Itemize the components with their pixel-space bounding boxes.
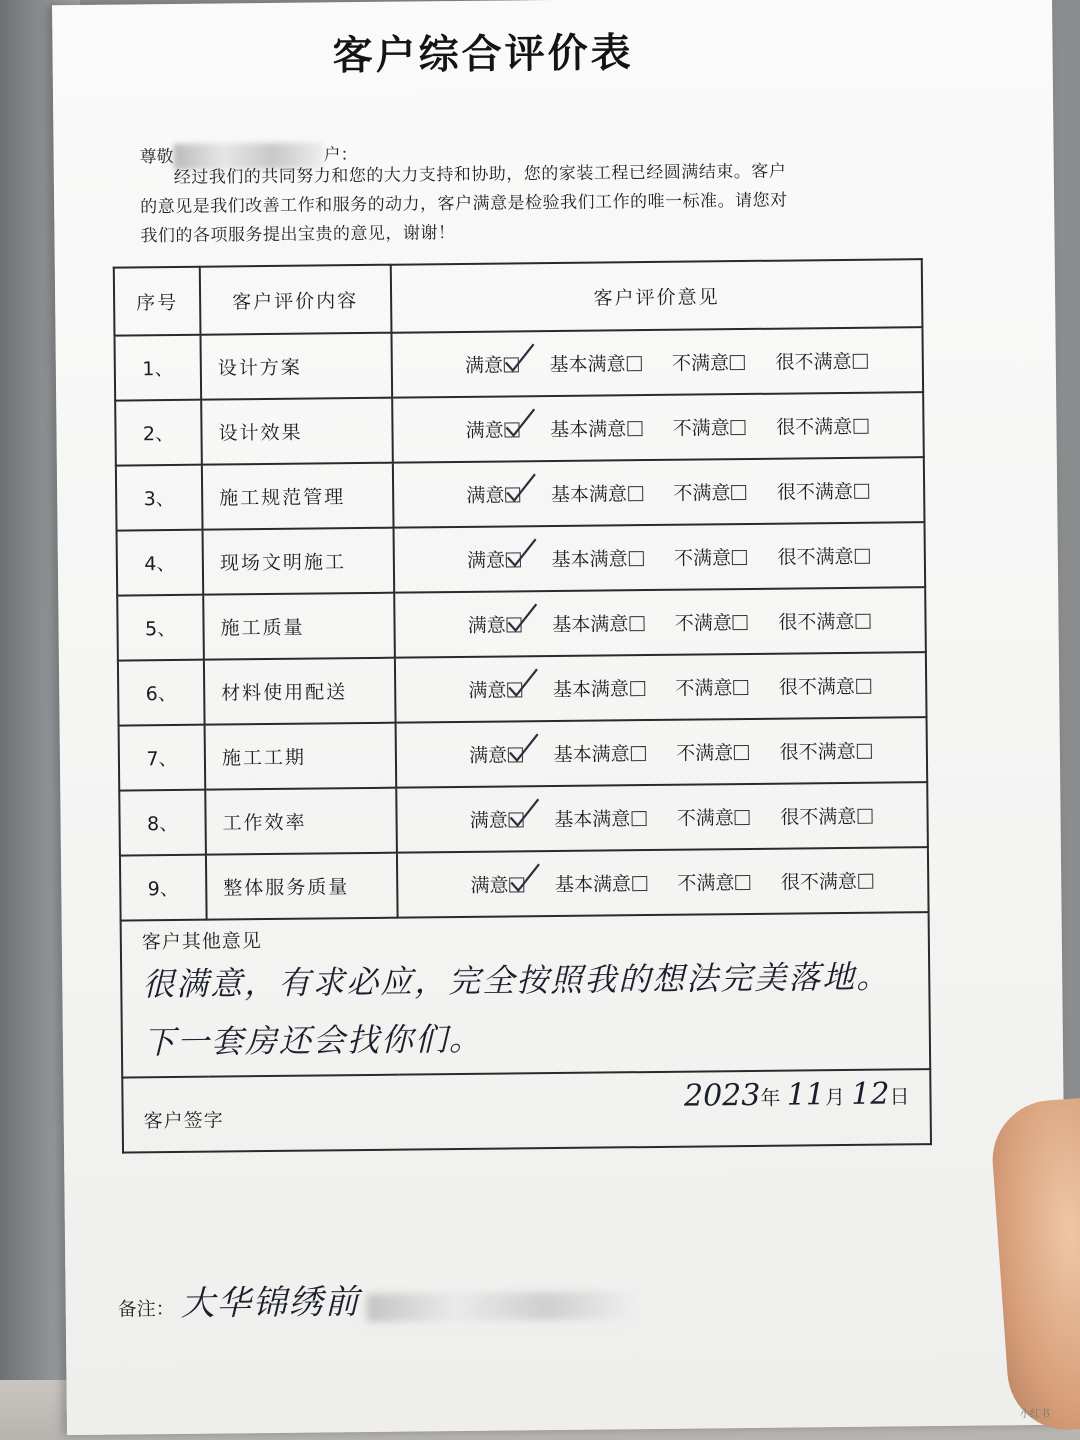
checkbox[interactable] [507, 617, 522, 632]
intro-paragraph [140, 156, 901, 251]
date-day-unit: 日 [889, 1084, 910, 1109]
table-row [119, 782, 928, 855]
rating-option-label: 满意 [465, 419, 504, 442]
signature-cell[interactable] [122, 1069, 931, 1152]
rating-option[interactable] [468, 610, 522, 638]
rating-option[interactable] [675, 673, 748, 701]
rating-option-label: 很不满意 [779, 740, 856, 764]
checkbox[interactable] [735, 875, 750, 890]
rating-option[interactable] [676, 738, 749, 766]
rating-option-label: 满意 [464, 354, 504, 377]
checkbox[interactable] [509, 877, 524, 892]
checkbox[interactable] [507, 682, 522, 697]
rating-option[interactable] [673, 413, 746, 441]
rating-option-label: 不满意 [671, 352, 730, 375]
checkmark-icon [507, 732, 541, 766]
row-opinion [396, 782, 928, 853]
remark-line [117, 1271, 637, 1325]
table-row [120, 847, 929, 920]
row-number: 8、 [119, 790, 206, 856]
row-item: 设计方案 [200, 333, 392, 400]
redacted-remark [367, 1291, 637, 1322]
rating-option-label: 很不满意 [776, 415, 853, 439]
checkbox[interactable] [631, 811, 646, 826]
rating-option-label: 很不满意 [780, 870, 858, 894]
rating-option[interactable] [677, 803, 750, 831]
rating-option-label: 基本满意 [552, 678, 630, 702]
checkbox[interactable] [509, 812, 524, 827]
header-item: 客户评价内容 [200, 265, 392, 335]
row-opinion [394, 522, 926, 593]
rating-option-label: 基本满意 [554, 808, 631, 832]
rating-option-label: 不满意 [672, 417, 730, 440]
rating-option[interactable] [468, 675, 522, 703]
rating-option-label: 基本满意 [551, 548, 628, 572]
rating-option-label: 满意 [470, 874, 509, 897]
checkbox[interactable] [855, 549, 870, 564]
rating-option-label: 满意 [466, 484, 505, 507]
signature-label: 客户签字 [143, 1109, 224, 1133]
rating-option-label: 不满意 [675, 677, 733, 700]
rating-option-label: 满意 [469, 809, 508, 832]
checkbox[interactable] [734, 745, 749, 760]
rating-option[interactable] [780, 802, 872, 830]
row-item: 整体服务质量 [206, 853, 398, 920]
checkbox[interactable] [855, 614, 870, 629]
rating-option-label: 满意 [467, 614, 506, 637]
remark-handwritten: 大华锦绣前 [180, 1282, 361, 1324]
table-row [117, 587, 926, 660]
greeting-prefix: 尊敬 [139, 146, 174, 168]
rating-option-label: 很不满意 [780, 805, 857, 829]
rating-option[interactable] [469, 740, 523, 768]
rating-option-label: 不满意 [673, 482, 731, 505]
checkbox[interactable] [854, 484, 869, 499]
checkbox[interactable] [508, 747, 523, 762]
rating-option[interactable] [552, 609, 644, 637]
rating-option-label: 很不满意 [775, 350, 852, 374]
rating-option-label: 基本满意 [550, 418, 627, 442]
handwritten-comment-line: 下一套房还会找你们。 [142, 1019, 484, 1062]
greeting-suffix: 户： [323, 145, 358, 166]
checkbox[interactable] [505, 487, 520, 502]
date-day: 12 [851, 1076, 890, 1112]
rating-option[interactable] [470, 805, 524, 833]
row-number: 9、 [120, 855, 207, 921]
checkbox[interactable] [628, 486, 643, 501]
rating-option-label: 满意 [468, 679, 507, 702]
evaluation-table [113, 258, 932, 1153]
row-item: 施工工期 [205, 723, 397, 790]
rating-option[interactable] [677, 868, 750, 896]
rating-option-label: 基本满意 [554, 873, 632, 897]
checkbox[interactable] [632, 876, 647, 891]
rating-option-label: 不满意 [676, 742, 734, 765]
other-opinions-cell[interactable] [121, 912, 931, 1077]
rating-option[interactable] [466, 415, 520, 443]
row-number: 3、 [116, 465, 203, 531]
rating-option[interactable] [778, 607, 870, 635]
rating-option[interactable] [466, 480, 520, 508]
intro-line: 经过我们的共同努力和您的大力支持和协助，您的家装工程已经圆满结束。客户 [173, 161, 787, 188]
checkbox[interactable] [731, 485, 746, 500]
checkbox[interactable] [505, 422, 520, 437]
checkbox[interactable] [629, 551, 644, 566]
row-opinion [396, 717, 928, 788]
other-opinions-row [121, 912, 931, 1077]
row-item: 现场文明施工 [203, 528, 395, 595]
row-opinion [397, 847, 929, 918]
rating-option[interactable] [674, 543, 747, 571]
table-row [118, 652, 927, 725]
rating-option-label: 基本满意 [550, 483, 628, 507]
handwritten-comment-line: 很满意，有求必应，完全按照我的想法完美落地。 [142, 957, 891, 1004]
rating-option-label: 不满意 [676, 807, 734, 830]
rating-option[interactable] [551, 544, 643, 572]
row-item: 材料使用配送 [204, 658, 396, 725]
row-item: 施工规范管理 [202, 463, 394, 530]
row-opinion [391, 327, 923, 398]
table-header-row [114, 259, 923, 335]
rating-option-label: 很不满意 [778, 675, 856, 699]
checkbox[interactable] [506, 552, 521, 567]
checkbox[interactable] [630, 681, 645, 696]
rating-option[interactable] [465, 350, 519, 378]
checkmark-icon [505, 537, 539, 571]
watermark: 小红书 [1020, 1409, 1050, 1420]
checkmark-icon [508, 862, 542, 896]
checkbox[interactable] [853, 419, 868, 434]
rating-option-label: 很不满意 [777, 545, 854, 569]
checkbox[interactable] [731, 420, 746, 435]
row-number: 4、 [117, 530, 204, 596]
rating-option[interactable] [467, 545, 521, 573]
row-item: 工作效率 [205, 788, 397, 855]
checkmark-icon [504, 407, 538, 441]
row-opinion [392, 392, 924, 463]
rating-option-label: 基本满意 [549, 353, 626, 377]
rating-option-label: 满意 [469, 744, 508, 767]
rating-option[interactable] [777, 477, 869, 505]
rating-option-label: 不满意 [677, 872, 735, 895]
evaluation-sheet [52, 0, 1067, 1435]
rating-option[interactable] [777, 542, 869, 570]
intro-line: 的意见是我们改善工作和服务的动力，客户满意是检验我们工作的唯一标准。请您对 [140, 190, 788, 218]
checkmark-icon [506, 602, 540, 636]
rating-option[interactable] [779, 737, 871, 765]
rating-option[interactable] [775, 347, 867, 375]
checkbox[interactable] [852, 354, 867, 369]
table-row [116, 457, 925, 530]
table-row [119, 717, 928, 790]
date-month: 11 [786, 1077, 826, 1113]
rating-option-label: 基本满意 [553, 743, 630, 767]
rating-option-label: 满意 [466, 549, 506, 572]
checkbox[interactable] [732, 550, 747, 565]
rating-option[interactable] [781, 867, 873, 895]
date-year-unit: 年 [760, 1085, 781, 1110]
signature-row [122, 1069, 931, 1152]
checkbox[interactable] [627, 421, 642, 436]
rating-option[interactable] [776, 412, 868, 440]
row-opinion [393, 457, 925, 528]
rating-option[interactable] [553, 674, 645, 702]
rating-option-label: 不满意 [674, 612, 732, 635]
row-item: 设计效果 [201, 398, 393, 465]
checkbox[interactable] [858, 874, 873, 889]
rating-option[interactable] [675, 608, 748, 636]
checkbox[interactable] [730, 355, 745, 370]
date-month-unit: 月 [824, 1084, 846, 1110]
remark-label: 备注： [117, 1298, 175, 1321]
row-number: 1、 [114, 335, 201, 401]
rating-option[interactable] [779, 672, 871, 700]
intro-line: 我们的各项服务提出宝贵的意见，谢谢！ [140, 223, 456, 247]
page-title: 客户综合评价表 [332, 29, 634, 80]
checkbox[interactable] [631, 746, 646, 761]
header-opinion: 客户评价意见 [391, 259, 923, 333]
row-opinion [394, 587, 926, 658]
rating-option[interactable] [673, 478, 746, 506]
checkbox[interactable] [626, 356, 641, 371]
checkbox[interactable] [733, 615, 748, 630]
row-number: 6、 [118, 660, 205, 726]
rating-option-label: 基本满意 [552, 613, 629, 637]
checkmark-icon [506, 667, 540, 701]
checkbox[interactable] [856, 679, 871, 694]
date-year: 2023 [683, 1077, 761, 1114]
rating-option[interactable] [672, 348, 745, 376]
checkbox[interactable] [733, 680, 748, 695]
checkmark-icon [503, 342, 537, 376]
other-opinions-label: 客户其他意见 [141, 930, 262, 954]
row-number: 5、 [117, 595, 204, 661]
row-number: 2、 [115, 400, 202, 466]
row-opinion [395, 652, 927, 723]
table-row [114, 327, 923, 400]
rating-option-label: 很不满意 [778, 610, 855, 634]
rating-option[interactable] [555, 869, 647, 897]
rating-option[interactable] [553, 739, 645, 767]
rating-option[interactable] [551, 479, 643, 507]
header-no: 序号 [114, 267, 201, 336]
table-row [117, 522, 926, 595]
rating-option[interactable] [549, 349, 641, 377]
signature-date [684, 1076, 910, 1113]
rating-option[interactable] [550, 414, 642, 442]
rating-option[interactable] [554, 804, 646, 832]
rating-option[interactable] [470, 870, 524, 898]
checkmark-icon [508, 797, 542, 831]
table-row [115, 392, 924, 465]
rating-option-label: 不满意 [673, 547, 732, 570]
checkbox[interactable] [857, 744, 872, 759]
row-number: 7、 [119, 725, 206, 791]
checkmark-icon [504, 472, 538, 506]
checkbox[interactable] [504, 357, 519, 372]
rating-option-label: 很不满意 [776, 480, 854, 504]
checkbox[interactable] [735, 810, 750, 825]
checkbox[interactable] [857, 809, 872, 824]
checkbox[interactable] [629, 616, 644, 631]
row-item: 施工质量 [203, 593, 395, 660]
